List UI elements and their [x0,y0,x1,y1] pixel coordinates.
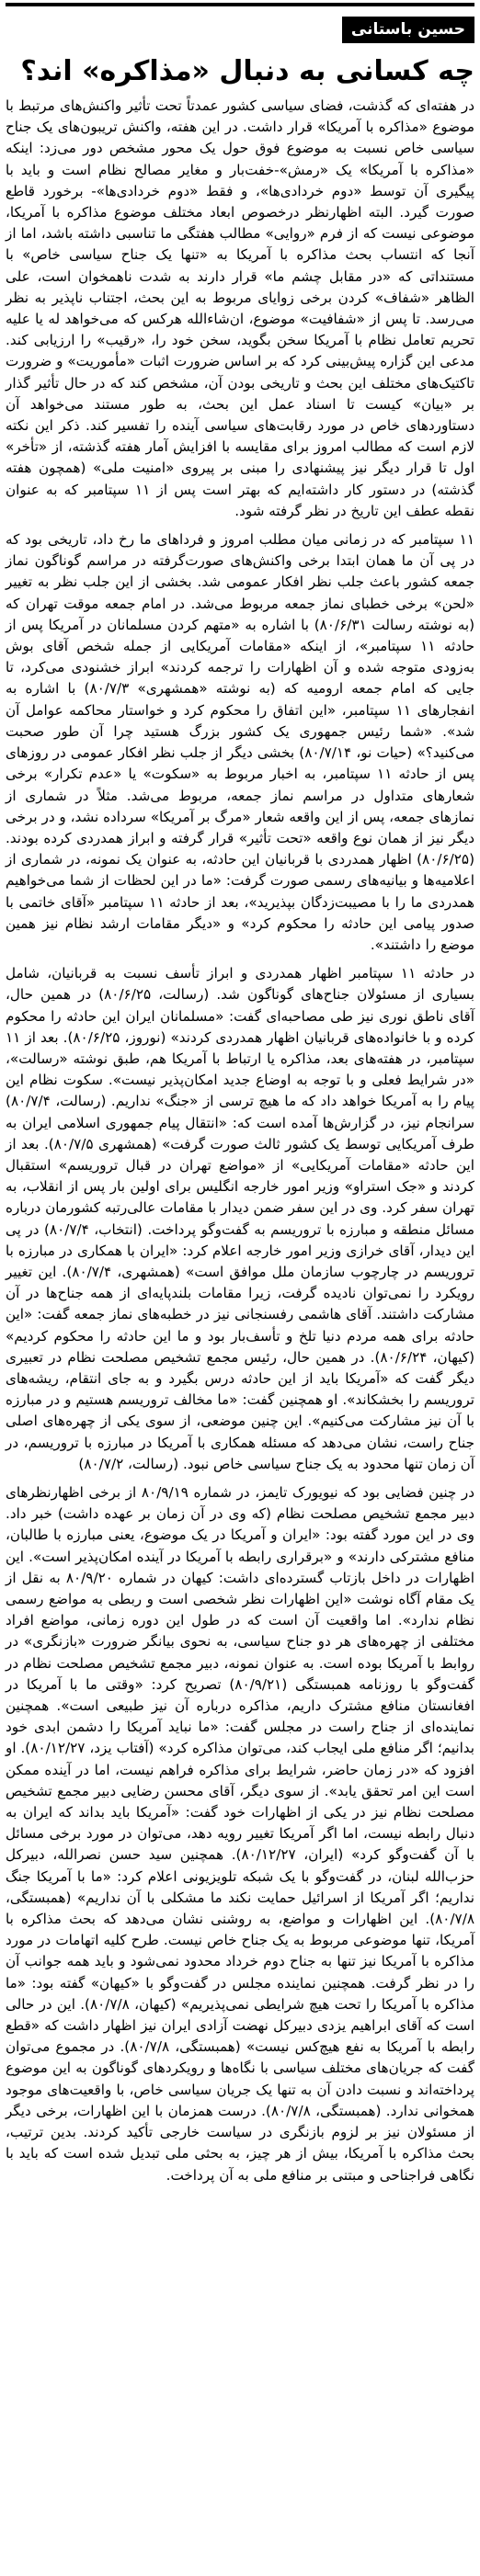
newspaper-page [0,3,480,2576]
article-paragraph: در حادثه ۱۱ سپتامبر اظهار همدردی و ابراز تأسف نسبت به قربانیان، شامل بسیاری از مسئولان جناح‌های گوناگون شد. (رسالت، ۸۰/۶/۲۵) در همین حال، آقای ناطق نوری نیز طی مصاحبه‌ای گفت: «مسلمانان ایران این حادثه را محکوم کرده و با خانواده‌های قربانیان اظهار همدردی کردند» (نوروز، ۸۰/۶/۲۵). بعد از ۱۱ سپتامبر، در هفته‌های بعد، مذاکره یا ارتباط با آمریکا هم، طبق نوشته «رسالت»، «در شرایط فعلی و با توجه به اوضاع جدید امکان‌پذیر نیست». سکوت نظام این پیام را به آمریکا خواهد داد که ما هیچ ترسی از «جنگ» نداریم. (رسالت، ۸۰/۷/۴) سرانجام نیز، در گزارش‌ها آمده است که: «انتقال پیام جمهوری اسلامی ایران به طرف آمریکایی توسط یک کشور ثالث صورت گرفت» (همشهری ۸۰/۷/۵). بعد از این حادثه «مقامات آمریکایی» از «مواضع تهران در قبال تروریسم» استقبال کردند و «جک استراو» وزیر امور خارجه انگلیس برای اولین بار پس از انقلاب، به تهران سفر کرد. وی در این سفر ضمن دیدار با مقامات عالی‌رتبه کشورمان درباره مسائل منطقه و مبارزه با تروریسم به گفت‌وگو پرداخت. (انتخاب، ۸۰/۷/۴) در پی این دیدار، آقای خرازی وزیر امور خارجه اعلام کرد: «ایران با همکاری در مبارزه با تروریسم در چارچوب سازمان ملل موافق است» (همشهری، ۸۰/۷/۴). این تغییر رویکرد را نمی‌توان نادیده گرفت، زیرا مقامات بلندپایه‌ای از همه جناح‌ها در آن مشارکت داشتند. آقای هاشمی رفسنجانی نیز در خطبه‌های نماز جمعه گفت: «این حادثه برای همه مردم دنیا تلخ و تأسف‌بار بود و ما این حادثه را محکوم کردیم» (کیهان، ۸۰/۶/۲۴). در همین حال، رئیس مجمع تشخیص مصلحت نظام در تعبیری دیگر گفت که «آمریکا باید از این حادثه درس بگیرد و به جای انتقام، ریشه‌های تروریسم را بخشکاند». او همچنین گفت: «ما مخالف تروریسم هستیم و در مبارزه با آن نیز مشارکت می‌کنیم». این چنین موضعی، از سوی یکی از چهره‌های اصلی جناح راست، نشان می‌دهد که مسئله همکاری با آمریکا در مبارزه با تروریسم، در آن زمان تنها محدود به یک جناح سیاسی خاص نبود. (رسالت، ۸۰/۷/۲) [6,965,475,1472]
article-paragraph: در چنین فضایی بود که نیویورک تایمز، در شماره ۸۰/۹/۱۹ از برخی اظهارنظرهای دبیر مجمع تشخیص مصلحت نظام (که وی در آن زمان بر عهده داشت) خبر داد. وی در این مورد گفته بود: «ایران و آمریکا در یک موضوع، یعنی مبارزه با طالبان، منافع مشترکی دارند» و «برقراری رابطه با آمریکا در آینده امکان‌پذیر است». این اظهارات در داخل بازتاب گسترده‌ای داشت: کیهان در شماره ۸۰/۹/۲۰ به نقل از یک مقام آگاه نوشت «این اظهارات نظر شخصی است و ربطی به مواضع رسمی نظام ندارد». اما واقعیت آن است که در طول این دوره زمانی، مواضع افراد مختلفی از چهره‌های هر دو جناح سیاسی، به نحوی بیانگر ضرورت «بازنگری» در روابط با آمریکا بوده است. به عنوان نمونه، دبیر مجمع تشخیص مصلحت نظام در گفت‌وگو با روزنامه همبستگی (۸۰/۹/۲۱) تصریح کرد: «وقتی ما با آمریکا در افغانستان منافع مشترک داریم، مذاکره درباره آن نیز طبیعی است». همچنین نماینده‌ای از جناح راست در مجلس گفت: «ما نباید آمریکا را دشمن ابدی خود بدانیم؛ اگر منافع ملی ایجاب کند، می‌توان مذاکره کرد» (آفتاب یزد، ۸۰/۱۲/۲۷). او افزود که «در زمان حاضر، شرایط برای مذاکره فراهم نیست، اما در آینده ممکن است این امر تحقق یابد». از سوی دیگر، آقای محسن رضایی دبیر مجمع تشخیص مصلحت نظام نیز در یکی از اظهارات خود گفت: «آمریکا باید بداند که ایران به دنبال رابطه نیست، اما اگر آمریکا تغییر رویه دهد، می‌توان در مورد برخی مسائل با آن گفت‌وگو کرد» (ایران، ۸۰/۱۲/۲۷). همچنین سید حسن نصرالله، دبیرکل حزب‌الله لبنان، در گفت‌وگو با یک شبکه تلویزیونی اعلام کرد: «ما با آمریکا جنگ نداریم؛ اگر آمریکا از اسرائیل حمایت نکند ما مشکلی با آن نداریم» (همبستگی، ۸۰/۷/۸). این اظهارات و مواضع، به روشنی نشان می‌دهد که بحث مذاکره با آمریکا، تنها موضوعی مربوط به یک جناح خاص نیست. طرح کلیه اتهامات در مورد مذاکره با آمریکا نیز تنها به جناح دوم خرداد محدود نمی‌شود و باید همه جوانب آن را در نظر گرفت. همچنین نماینده مجلس در گفت‌وگو با «کیهان» گفته بود: «ما مذاکره با آمریکا را تحت هیچ شرایطی نمی‌پذیریم» (کیهان، ۸۰/۷/۸). این در حالی است که آقای ابراهیم یزدی دبیرکل نهضت آزادی ایران نیز اظهار داشت که «قطع رابطه با آمریکا به نفع هیچ‌کس نیست» (همبستگی، ۸۰/۷/۸). در مجموع می‌توان گفت که جریان‌های مختلف سیاسی با نگاه‌ها و رویکردهای گوناگون به این موضوع پرداخته‌اند و نسبت دادن آن به تنها یک جریان سیاسی خاص، با واقعیت‌های موجود همخوانی ندارد. (همبستگی، ۸۰/۷/۸). درست همزمان با این اظهارات، برخی دیگر از مسئولان نیز بر لزوم بازنگری در سیاست خارجی تأکید کردند. بدین ترتیب، بحث مذاکره با آمریکا، بیش از هر چیز، به بحثی ملی تبدیل شده است که باید با نگاهی فراجناحی و مبتنی بر منافع ملی به آن پرداخت. [6,1484,475,2184]
paragraph-gap [6,956,474,963]
byline-row [6,9,474,50]
paragraph-gap [6,522,474,529]
paragraph-gap [6,1475,474,1482]
top-rule [6,3,474,6]
author-byline: حسین باستانی [342,17,474,43]
article-paragraph: ۱۱ سپتامبر که در زمانی میان مطلب امروز و فرداهای ما رخ داد، تاریخی بود که در پی آن ما همان ابتدا برخی واکنش‌های صورت‌گرفته در مراسم گوناگون نماز جمعه کشور باعث جلب نظر افکار عمومی شد. بخشی از این جلب نظر به تغییر «لحن» برخی خطبای نماز جمعه مربوط می‌شد. در امام جمعه موقت تهران که (به نوشته رسالت ۸۰/۶/۳۱) با اشاره به «متهم کردن مسلمانان در آمریکا پس از حادثه ۱۱ سپتامبر»، از اینکه «مقامات آمریکایی از جمله شخص آقای بوش به‌زودی متوجه شده و آن اظهارات را ترجمه کردند» ابراز خشنودی می‌کرد، تا جایی که امام جمعه اروميه که (به نوشته «همشهری» ۸۰/۷/۳) با اشاره به انفجارهای ۱۱ سپتامبر، «این اتفاق را محکوم کرد و خواستار محاکمه عوامل آن شد». «شما رئیس جمهوری یک کشور بزرگ هستید چرا آن طور صحبت می‌کنید؟» (حیات نو، ۸۰/۷/۱۴) بخشی دیگر از جلب نظر افکار عمومی در روزهای پس از حادثه ۱۱ سپتامبر، به اخبار مربوط به «سکوت» یا «عدم تکرار» برخی شعارهای متداول در مراسم نماز جمعه، مربوط می‌شد. مثلاً در شماری از نمازهای جمعه، پس از این واقعه شعار «مرگ بر آمریکا» سرداده نشد، و در برخی دیگر نیز از همان نوع واقعه «تحت تأثیر» قرار گرفته و ابراز همدردی کرده بودند. (۸۰/۶/۲۵) اظهار همدردی با قربانیان این حادثه، به عنوان یک نمونه، در شماری از اعلامیه‌ها و بیانیه‌های رسمی صورت گرفت: «ما در این لحظات از شما می‌خواهیم همدردی ما را با مصیبت‌زدگان بپذیرید»، بعد از حادثه ۱۱ سپتامبر «آقای خاتمی با صدور پیامی این حادثه را محکوم کرد» و «دیگر مقامات ارشد نظام نیز همین موضع را داشتند». [6,531,475,953]
article-body [6,96,474,2186]
article-headline: چه کسانی به دنبال «مذاکره» اند؟ [20,55,474,87]
article-paragraph: در هفته‌ای که گذشت، فضای سیاسی کشور عمدتاً تحت تأثیر واکنش‌های مرتبط با موضوع «مذاکره با آمریکا» قرار داشت. در این هفته، واکنش تریبون‌های یک جناح سیاسی خاص نسبت به موضوع فوق حول یک محور مشخص دور می‌زد: اینکه «مذاکره با آمریکا» یک «رمش»-خفت‌بار و مغایر مصالح نظام است و باید با پیگیری آن توسط «دوم خردادی‌ها»، و فقط «دوم خردادی‌ها»- برخورد قاطع صورت گیرد. البته اظهارنظر درخصوص ابعاد مختلف موضوع مذاکره با آمریکا، موضوعی نیست که از فرم «روایی» مطالب هفتگی ما تناسبی داشته باشد، اما از آنجا که انتساب بحث مذاکره با آمریکا به «تنها یک جناح سیاسی خاص» با مستنداتی که «در مقابل چشم ما» قرار دارند به شدت ناهمخوان است، علی الظاهر «شفاف» کردن برخی زوایای مربوط به این بحث، اجتناب ناپذیر به نظر می‌رسد. تا پس از «شفافیت» موضوع، ان‌شاءالله هرکس که می‌خواهد له یا علیه تحریم تعامل نظام با آمریکا سخن بگوید، سخن خود را، «رقیب» را ارزیابی کند. مدعی این گزاره پیش‌بینی کرد که بر اساس ضرورت اثبات «مأموریت» و ضرورت تاکتیک‌های مختلف این بحث و تاریخی بودن آن، مشخص کند که در حال تأثیر گذار بر «بیان» کیست تا اسناد عمل این بحث، به طور مستند می‌خواهد آن دستاوردهای خاص در مورد رقابت‌های سیاسی آینده را تفسیر کند. ذکر این نکته لازم است که مطالب امروز برای مقایسه با افزایش آمار هفته گذشته، از «تأخر» اول تا قرار دیگر نیز پیشنهادی را مبنی بر پیروی «امنیت ملی» (همچون هفته گذشته) در دستور کار داشته‌ایم که بهتر است پس از ۱۱ سپتامبر که به عنوان نقطه عطف این تاریخ در نظر گرفته شود. [6,97,474,519]
